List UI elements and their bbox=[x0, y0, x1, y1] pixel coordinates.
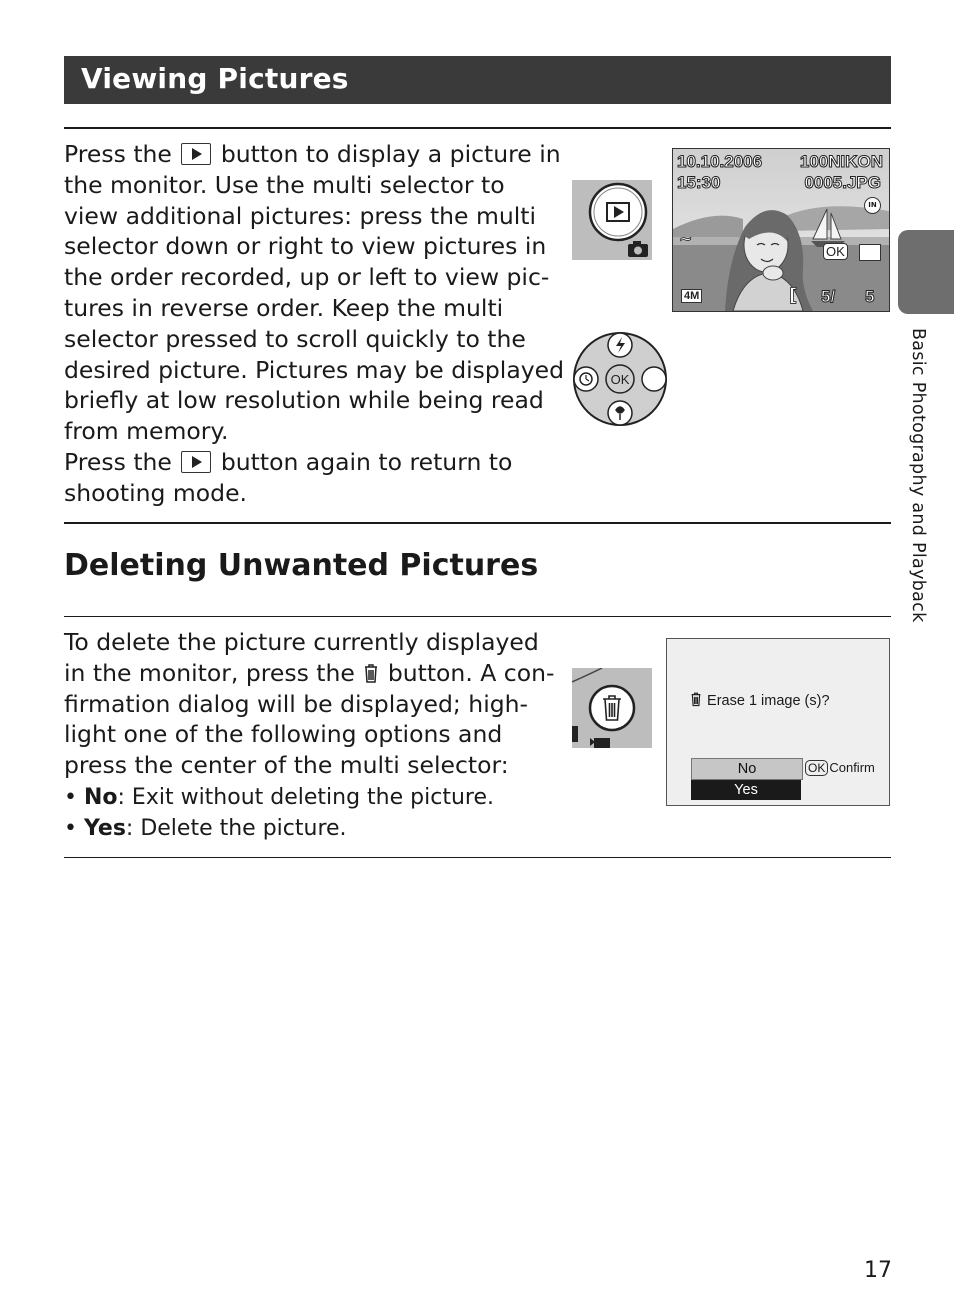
battery-icon: [ bbox=[789, 285, 798, 306]
page-number: 17 bbox=[864, 1258, 892, 1283]
frame-number: 5/ bbox=[821, 287, 836, 306]
transfer-icon bbox=[859, 244, 881, 261]
list-item: • No: Exit without deleting the picture. bbox=[64, 785, 494, 810]
svg-text:OK: OK bbox=[610, 372, 630, 387]
yes-option[interactable]: Yes bbox=[691, 780, 801, 800]
time-readout: 15:30 bbox=[677, 173, 721, 192]
section-title: Viewing Pictures bbox=[81, 62, 349, 95]
playback-icon bbox=[572, 180, 652, 260]
erase-question: Erase 1 image (s)? bbox=[689, 691, 830, 709]
text-line: shooting mode. bbox=[64, 478, 248, 507]
playback-icon bbox=[181, 451, 211, 473]
trash-icon bbox=[362, 662, 380, 684]
file-readout: 0005.JPG bbox=[804, 173, 881, 192]
chapter-tab bbox=[898, 230, 954, 314]
no-option[interactable]: No bbox=[691, 758, 803, 780]
section-title-bar bbox=[64, 56, 891, 104]
text-line: firmation dialog will be displayed; high- bbox=[64, 689, 529, 718]
ok-icon: OK bbox=[805, 760, 828, 776]
text-line: Press the button to display a picture in bbox=[64, 140, 561, 168]
multi-selector-illustration bbox=[572, 330, 668, 428]
text-line: from memory. bbox=[64, 417, 229, 446]
pictmotion-icon: ~ bbox=[679, 229, 693, 248]
folder-readout: 100NIKON bbox=[799, 152, 883, 171]
divider bbox=[64, 616, 891, 617]
text-line: briefly at low resolution while being read bbox=[64, 386, 544, 415]
text-line: the monitor. Use the multi selector to bbox=[64, 170, 505, 199]
erase-dialog bbox=[666, 638, 890, 806]
text-line: in the monitor, press the button. A con- bbox=[64, 658, 555, 687]
trash-icon bbox=[572, 668, 652, 748]
divider bbox=[64, 522, 891, 524]
frame-total: 5 bbox=[865, 287, 875, 306]
text-line: Press the button again to return to bbox=[64, 447, 513, 476]
ok-icon: OK bbox=[823, 243, 848, 260]
monitor-screen bbox=[672, 148, 890, 312]
text-line: selector pressed to scroll quickly to the bbox=[64, 324, 526, 353]
text-line: tures in reverse order. Keep the multi bbox=[64, 293, 504, 322]
chapter-label: Basic Photography and Playback bbox=[908, 328, 928, 623]
text-line: selector down or right to view pictures in bbox=[64, 232, 547, 261]
multi-selector-icon bbox=[572, 330, 668, 428]
date-readout: 10.10.2006 bbox=[677, 152, 763, 171]
option-list bbox=[64, 782, 494, 844]
divider bbox=[64, 857, 891, 858]
image-size-icon: 4M bbox=[681, 289, 702, 303]
text-line: desired picture. Pictures may be displayed bbox=[64, 355, 565, 384]
trash-icon bbox=[689, 691, 703, 707]
text-line: To delete the picture currently displayed bbox=[64, 628, 539, 656]
divider bbox=[64, 127, 891, 129]
text-line: the order recorded, up or left to view pic- bbox=[64, 263, 550, 292]
playback-icon bbox=[181, 143, 211, 165]
deleting-paragraph bbox=[64, 627, 564, 781]
text-line: view additional pictures: press the multi bbox=[64, 201, 537, 230]
viewing-paragraph bbox=[64, 139, 564, 509]
internal-memory-icon: IN bbox=[864, 197, 881, 214]
section-heading: Deleting Unwanted Pictures bbox=[64, 548, 539, 583]
text-line: press the center of the multi selector: bbox=[64, 751, 509, 780]
list-item: • Yes: Delete the picture. bbox=[64, 816, 347, 841]
confirm-hint: OK Confirm bbox=[805, 760, 875, 776]
playback-button-illustration bbox=[572, 180, 652, 260]
text-line: light one of the following options and bbox=[64, 720, 503, 749]
delete-button-illustration bbox=[572, 668, 652, 748]
